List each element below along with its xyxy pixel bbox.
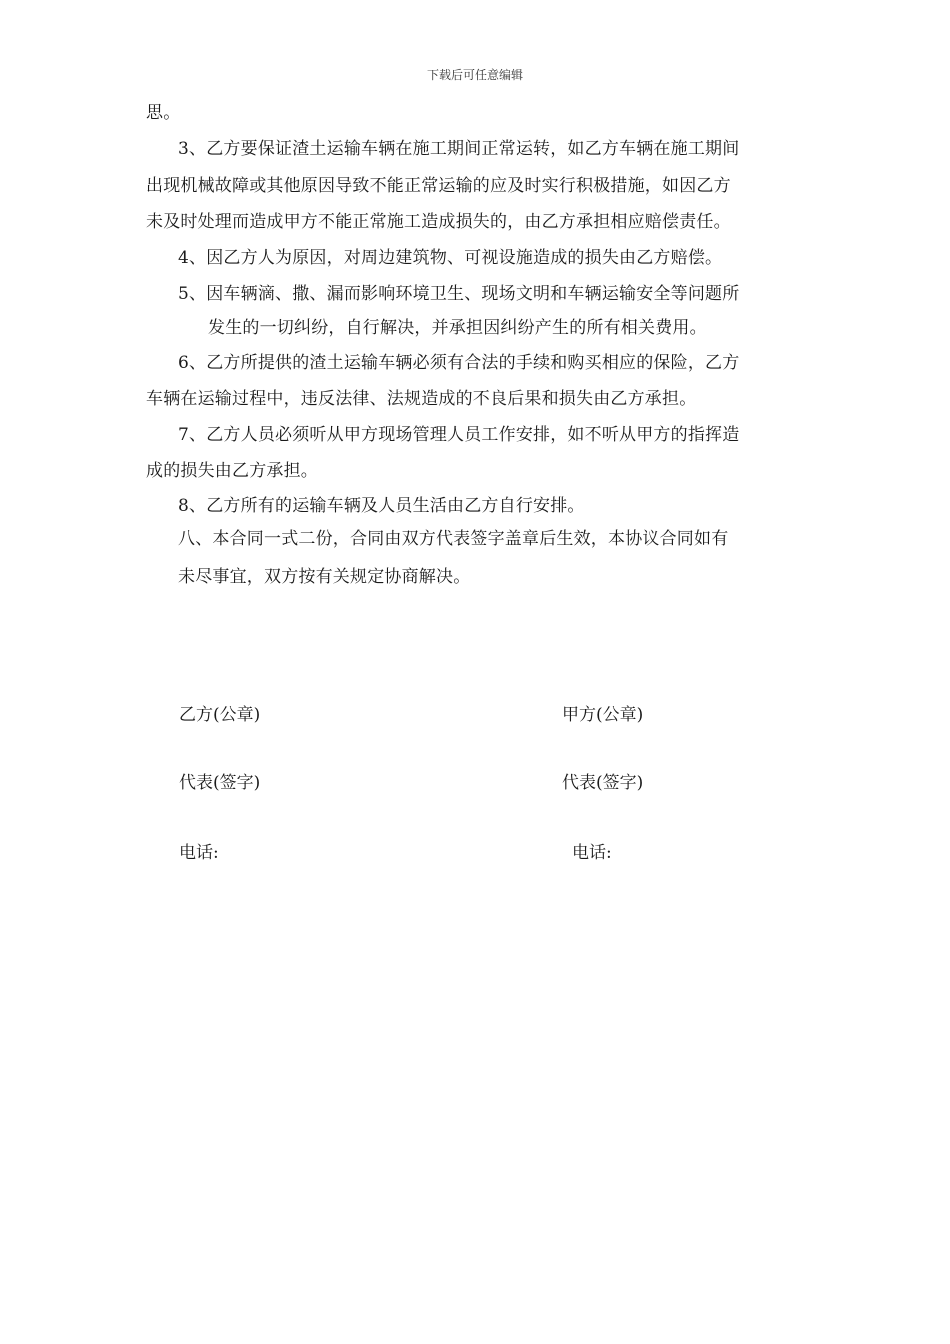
clause-8: 8、乙方所有的运输车辆及人员生活由乙方自行安排。 bbox=[178, 496, 585, 516]
party-a-phone-label: 电话: bbox=[572, 843, 612, 863]
party-b-phone-label: 电话: bbox=[179, 843, 219, 863]
clause-7-line-1: 7、乙方人员必须听从甲方现场管理人员工作安排，如不听从甲方的指挥造 bbox=[178, 425, 740, 445]
clause-3-line-2: 出现机械故障或其他原因导致不能正常运输的应及时实行积极措施，如因乙方 bbox=[146, 176, 731, 196]
party-b-seal-label: 乙方(公章) bbox=[179, 705, 261, 725]
clause-3-line-1: 3、乙方要保证渣土运输车辆在施工期间正常运转，如乙方车辆在施工期间 bbox=[178, 139, 740, 159]
clause-6-line-2: 车辆在运输过程中，违反法律、法规造成的不良后果和损失由乙方承担。 bbox=[146, 389, 697, 409]
clause-5-line-1: 5、因车辆滴、撒、漏而影响环境卫生、现场文明和车辆运输安全等问题所 bbox=[178, 284, 740, 304]
clause-4: 4、因乙方人为原因，对周边建筑物、可视设施造成的损失由乙方赔偿。 bbox=[178, 248, 723, 268]
party-a-rep-label: 代表(签字) bbox=[562, 773, 644, 793]
clause-6-line-1: 6、乙方所提供的渣土运输车辆必须有合法的手续和购买相应的保险，乙方 bbox=[178, 353, 740, 373]
article-8-line-1: 八、本合同一式二份，合同由双方代表签字盖章后生效，本协议合同如有 bbox=[178, 529, 729, 549]
body-line: 思。 bbox=[146, 103, 181, 123]
clause-7-line-2: 成的损失由乙方承担。 bbox=[146, 461, 318, 481]
party-b-rep-label: 代表(签字) bbox=[179, 773, 261, 793]
clause-5-line-2: 发生的一切纠纷，自行解决，并承担因纠纷产生的所有相关费用。 bbox=[208, 318, 707, 338]
page-header: 下载后可任意编辑 bbox=[426, 68, 523, 82]
article-8-line-2: 未尽事宜，双方按有关规定协商解决。 bbox=[178, 567, 471, 587]
party-a-seal-label: 甲方(公章) bbox=[562, 705, 644, 725]
clause-3-line-3: 未及时处理而造成甲方不能正常施工造成损失的，由乙方承担相应赔偿责任。 bbox=[146, 212, 731, 232]
